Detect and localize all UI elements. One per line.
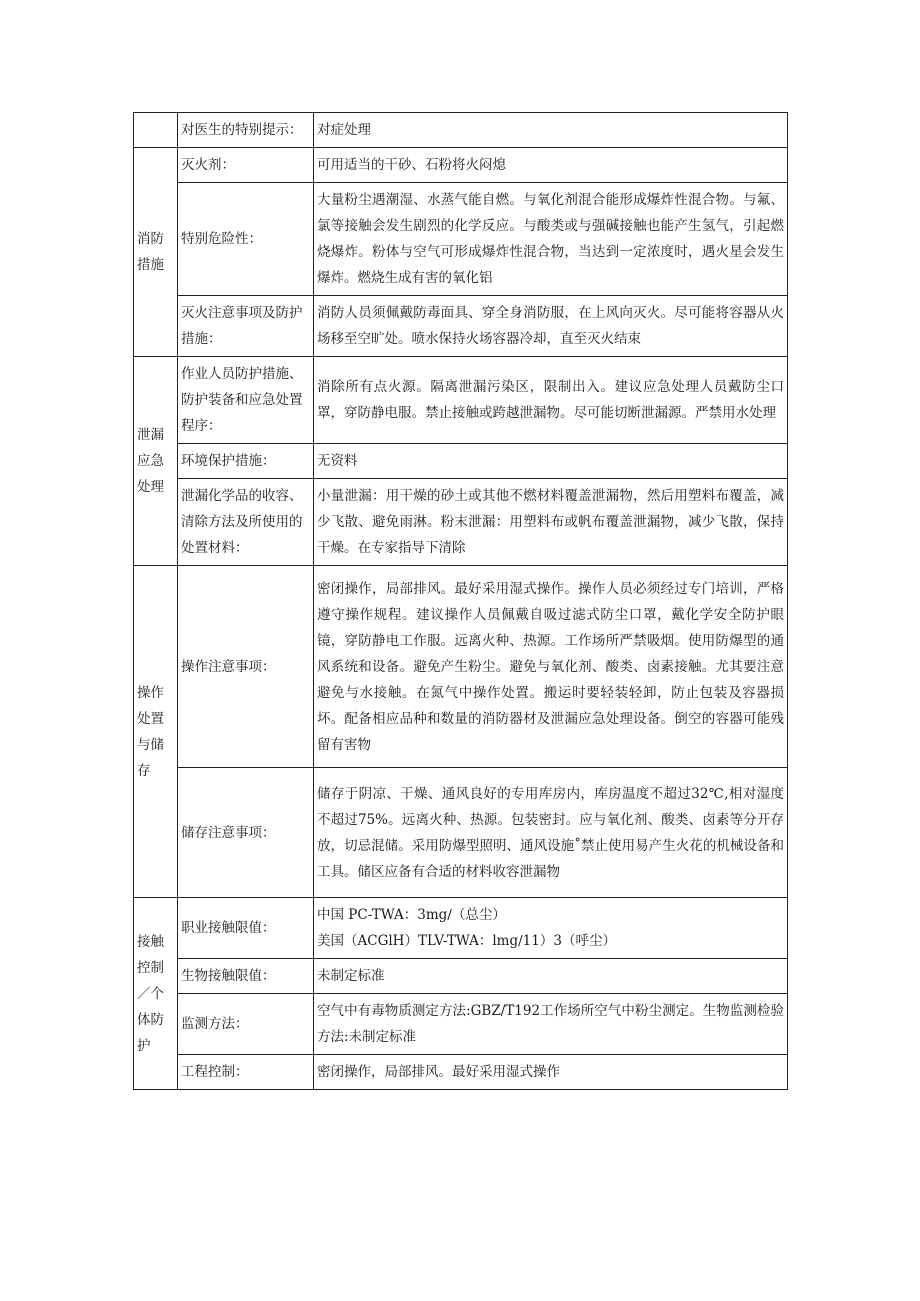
firefighting-label: 灭火注意事项及防护措施：: [178, 296, 314, 357]
occupational-limit-value: [314, 898, 788, 959]
fire-section-heading: 消防措施: [134, 148, 178, 357]
env-protection-label: 环境保护措施：: [178, 444, 314, 479]
extinguisher-value: 可用适当的干砂、石粉将火闷熄: [314, 148, 788, 183]
handling-value: 密闭操作，局部排风。最好采用湿式操作。操作人员必须经过专门培训，严格遵守操作规程。建议操作人员佩戴自吸过滤式防尘口罩，戴化学安全防护眼镜，穿防静电工作服。远离火种、热源。工作场所严禁吸烟。使用防爆型的通风系统和设备。避免产生粉尘。避免与氧化剂、酸类、卤素接触。尤其要注意避免与水接触。在氮气中操作处置。搬运时要轻装轻卸，防止包装及容器损坏。配备相应品种和数量的消防器材及泄漏应急处理设备。倒空的容器可能残留有害物: [314, 566, 788, 768]
storage-value: 储存于阴凉、干燥、通风良好的专用库房内，库房温度不超过32℃,相对湿度不超过75%。远离火种、热源。包装密封。应与氧化剂、酸类、卤素等分开存放，切忌混储。采用防爆型照明、通风设施˚禁止使用易产生火花的机械设备和工具。储区应备有合适的材料收容泄漏物: [314, 768, 788, 898]
engineering-value: 密闭操作，局部排风。最好采用湿式操作: [314, 1055, 788, 1090]
special-hazard-value: 大量粉尘遇潮湿、水蒸气能自燃。与氧化剂混合能形成爆炸性混合物。与氟、氯等接触会发生剧烈的化学反应。与酸类或与强碱接触也能产生氢气，引起燃烧爆炸。粉体与空气可形成爆炸性混合物，当达到一定浓度时，遇火星会发生爆炸。燃烧生成有害的氧化铝: [314, 183, 788, 296]
table-row: [134, 768, 788, 898]
personal-protection-value: 消除所有点火源。隔离泄漏污染区，限制出入。建议应急处理人员戴防尘口罩，穿防静电服。禁止接触或跨越泄漏物。尽可能切断泄漏源。严禁用水处理: [314, 357, 788, 444]
env-protection-value: 无资料: [314, 444, 788, 479]
table-row: [134, 1055, 788, 1090]
containment-value: 小量泄漏：用干燥的砂土或其他不燃材料覆盖泄漏物，然后用塑料布覆盖，减少飞散、避免雨淋。粉末泄漏：用塑料布或帆布覆盖泄漏物，减少飞散，保持干燥。在专家指导下清除: [314, 479, 788, 566]
table-row: [134, 296, 788, 357]
doctor-note-label: 对医生的特别提示：: [178, 113, 314, 148]
table-row: [134, 357, 788, 444]
table-row: [134, 959, 788, 994]
table-row: [134, 479, 788, 566]
engineering-label: 工程控制：: [178, 1055, 314, 1090]
storage-label: 储存注意事项：: [178, 768, 314, 898]
table-row: [134, 444, 788, 479]
monitoring-label: 监测方法：: [178, 994, 314, 1055]
biological-limit-value: 未制定标准: [314, 959, 788, 994]
containment-label: 泄漏化学品的收容、清除方法及所使用的处置材料：: [178, 479, 314, 566]
table-row: [134, 994, 788, 1055]
table-row: [134, 898, 788, 959]
occupational-limit-label: 职业接触限值：: [178, 898, 314, 959]
exposure-section-heading: 接触控制／个体防护: [134, 898, 178, 1090]
occupational-limit-china: 中国 PC-TWA：3mg∕（总尘）: [317, 907, 506, 923]
extinguisher-label: 灭火剂：: [178, 148, 314, 183]
handling-label: 操作注意事项：: [178, 566, 314, 768]
biological-limit-label: 生物接触限值：: [178, 959, 314, 994]
personal-protection-label: 作业人员防护措施、防护装备和应急处置程序：: [178, 357, 314, 444]
table-row: [134, 566, 788, 768]
table-row: [134, 148, 788, 183]
msds-table: [133, 112, 788, 1090]
doctor-note-value: 对症处理: [314, 113, 788, 148]
handling-section-heading: 操作处置与储存: [134, 566, 178, 898]
monitoring-value: 空气中有毒物质测定方法:GBZ/T192工作场所空气中粉尘测定。生物监测检验方法:未制定标准: [314, 994, 788, 1055]
table-row: [134, 183, 788, 296]
leak-section-heading: 泄漏应急处理: [134, 357, 178, 566]
table-row: [134, 113, 788, 148]
occupational-limit-usa: 美国（ACGlH）TLV-TWA：lmg∕11）3（呼尘）: [317, 933, 616, 949]
special-hazard-label: 特别危险性：: [178, 183, 314, 296]
category-cell-empty: [134, 113, 178, 148]
firefighting-value: 消防人员须佩戴防毒面具、穿全身消防服，在上风向灭火。尽可能将容器从火场移至空旷处。喷水保持火场容器冷却，直至灭火结束: [314, 296, 788, 357]
